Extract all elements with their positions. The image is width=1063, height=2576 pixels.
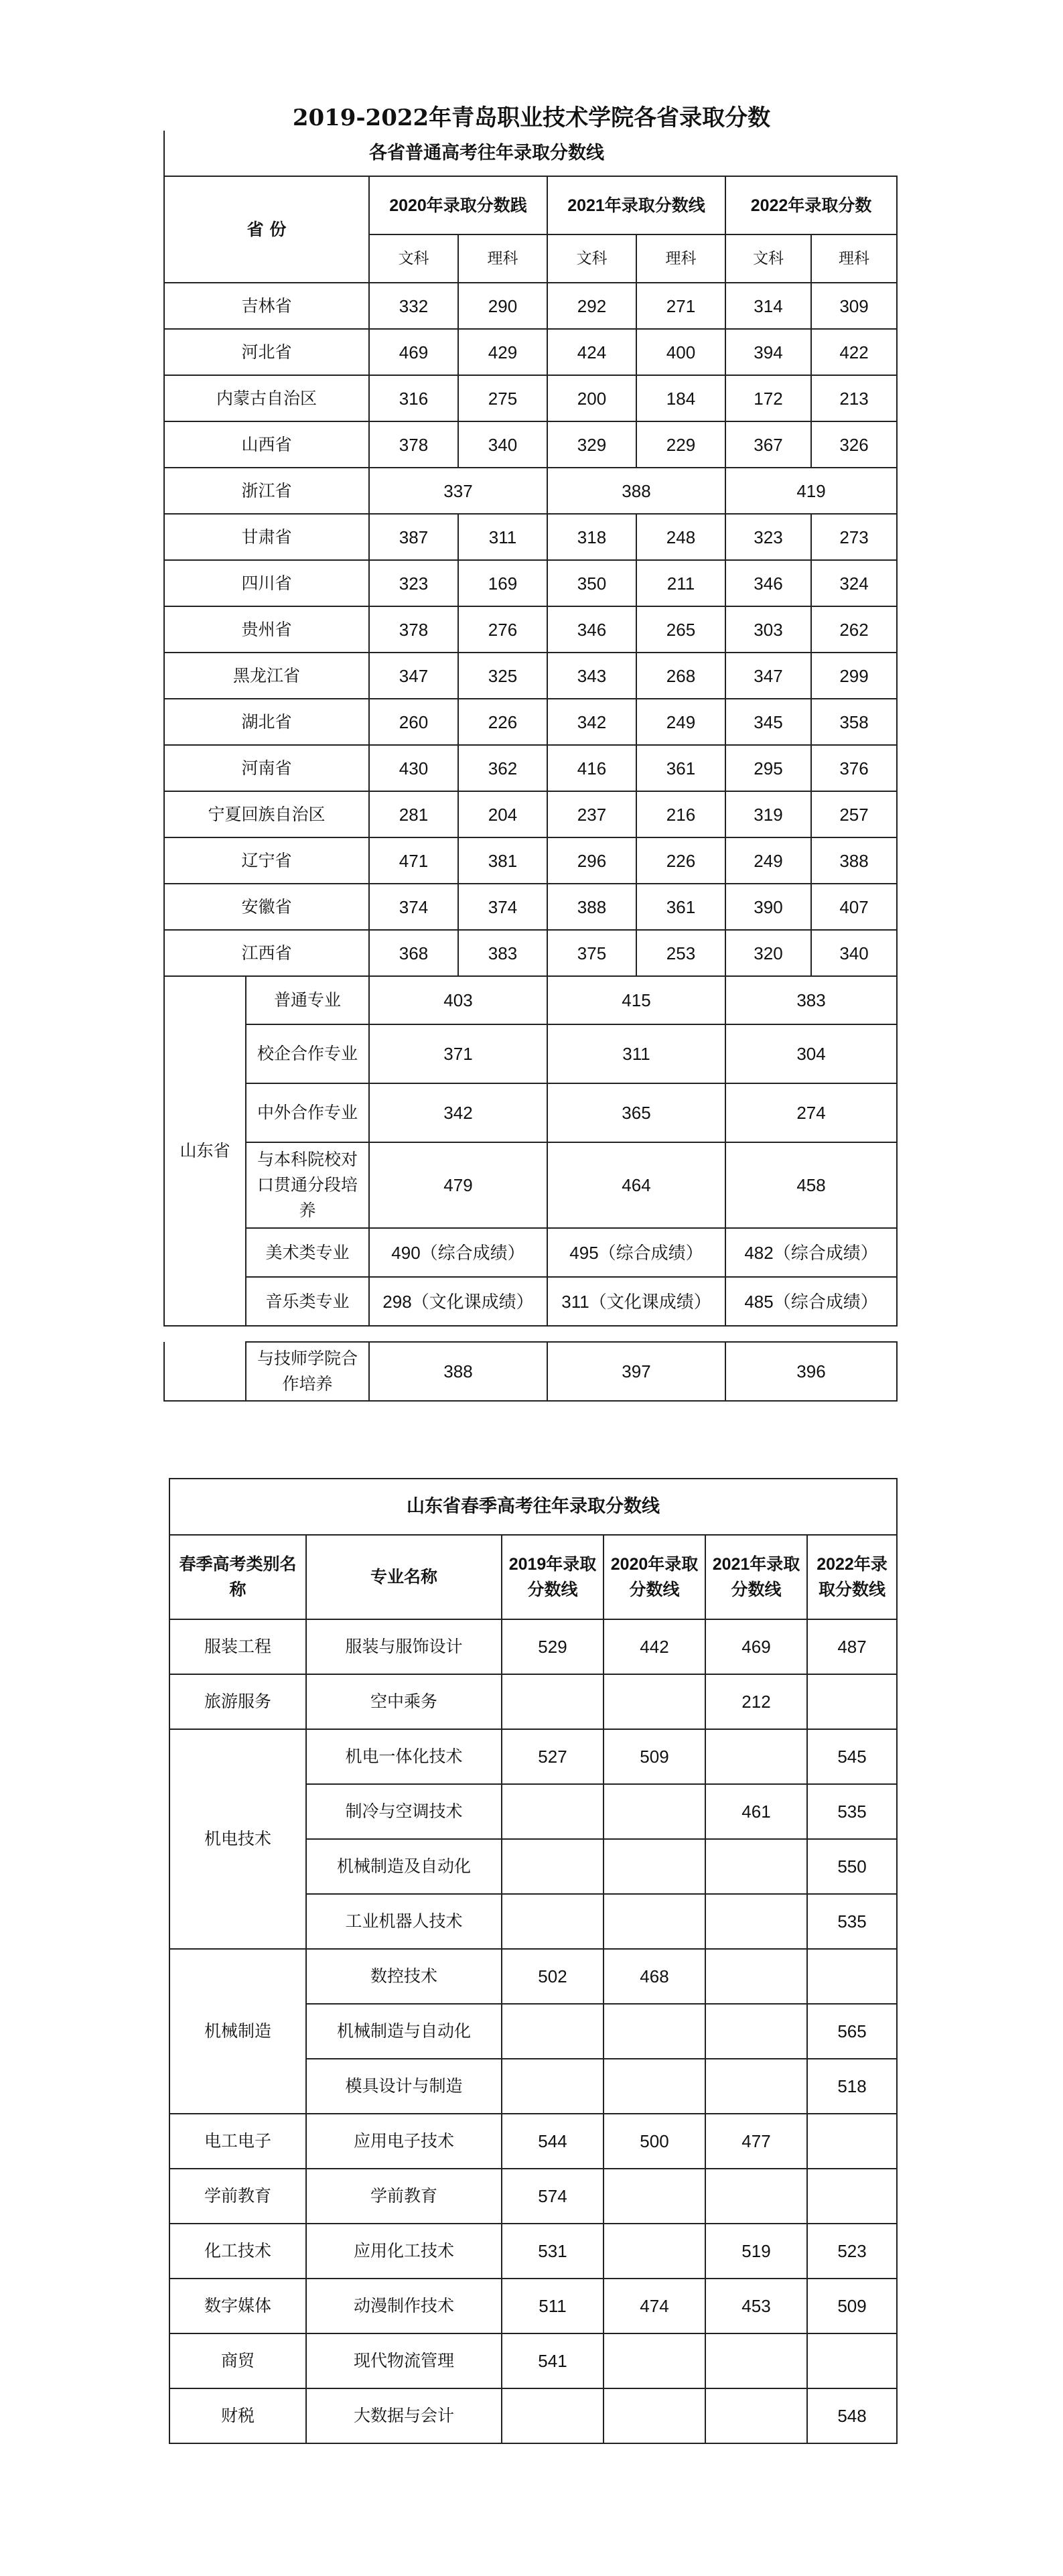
score-cell: 545	[807, 1729, 897, 1784]
major-cell: 数控技术	[306, 1949, 502, 2004]
major-cell: 应用电子技术	[306, 2114, 502, 2169]
score-cell	[604, 2388, 705, 2443]
score-cell: 346	[725, 560, 811, 606]
score-cell: 453	[705, 2279, 807, 2333]
score-cell: 345	[725, 699, 811, 745]
score-cell: 325	[458, 653, 547, 699]
score-cell	[604, 1839, 705, 1894]
score-cell: 172	[725, 375, 811, 421]
score-cell: 229	[636, 421, 725, 468]
category-cell: 学前教育	[169, 2169, 306, 2224]
document-title: 2019-2022年青岛职业技术学院各省录取分数	[292, 105, 771, 131]
score-cell: 275	[458, 375, 547, 421]
province-cell: 黑龙江省	[164, 653, 369, 699]
year-header: 2021年录取分数线	[547, 176, 725, 234]
score-cell: 388	[547, 468, 725, 514]
score-cell: 226	[636, 837, 725, 884]
province-cell: 宁夏回族自治区	[164, 791, 369, 837]
arts-header: 文科	[547, 234, 636, 283]
category-cell: 普通专业	[246, 976, 369, 1024]
score-cell: 469	[369, 329, 458, 375]
score-cell: 487	[807, 1619, 897, 1674]
score-cell	[705, 2059, 807, 2114]
table-row	[169, 2224, 897, 2279]
major-cell: 空中乘务	[306, 1674, 502, 1729]
score-cell: 314	[725, 283, 811, 329]
major-cell: 服装与服饰设计	[306, 1619, 502, 1674]
major-cell: 机电一体化技术	[306, 1729, 502, 1784]
table-row	[164, 976, 897, 1024]
score-cell: 265	[636, 606, 725, 653]
score-cell: 268	[636, 653, 725, 699]
score-cell: 347	[725, 653, 811, 699]
score-cell	[502, 1839, 604, 1894]
score-cell: 346	[547, 606, 636, 653]
province-cell: 内蒙古自治区	[164, 375, 369, 421]
score-cell: 468	[604, 1949, 705, 2004]
score-cell	[705, 1894, 807, 1949]
score-cell: 469	[705, 1619, 807, 1674]
score-cell: 541	[502, 2333, 604, 2388]
score-cell: 565	[807, 2004, 897, 2059]
score-cell: 479	[369, 1142, 547, 1228]
category-cell: 机械制造	[169, 1949, 306, 2114]
score-cell: 376	[811, 745, 897, 791]
major-cell: 大数据与会计	[306, 2388, 502, 2443]
major-cell: 机械制造与自动化	[306, 2004, 502, 2059]
score-cell: 509	[807, 2279, 897, 2333]
table-row	[164, 791, 897, 837]
score-cell: 424	[547, 329, 636, 375]
province-header: 省 份	[164, 176, 369, 283]
score-cell: 332	[369, 283, 458, 329]
score-cell: 343	[547, 653, 636, 699]
table-row	[164, 283, 897, 329]
score-cell: 474	[604, 2279, 705, 2333]
score-cell	[807, 1949, 897, 2004]
score-cell: 407	[811, 884, 897, 930]
major-cell: 现代物流管理	[306, 2333, 502, 2388]
score-cell: 340	[811, 930, 897, 976]
score-cell: 482（综合成绩）	[725, 1228, 897, 1277]
score-cell: 249	[725, 837, 811, 884]
score-cell: 422	[811, 329, 897, 375]
table-row	[164, 514, 897, 560]
province-table-head	[164, 131, 897, 283]
score-cell: 461	[705, 1784, 807, 1839]
score-cell: 295	[725, 745, 811, 791]
table-row	[164, 329, 897, 375]
score-cell: 226	[458, 699, 547, 745]
table-row	[169, 2388, 897, 2443]
score-cell: 248	[636, 514, 725, 560]
score-cell: 535	[807, 1894, 897, 1949]
score-cell: 550	[807, 1839, 897, 1894]
province-cell: 江西省	[164, 930, 369, 976]
major-cell: 工业机器人技术	[306, 1894, 502, 1949]
score-cell: 519	[705, 2224, 807, 2279]
score-cell: 249	[636, 699, 725, 745]
major-cell: 学前教育	[306, 2169, 502, 2224]
province-cell: 山西省	[164, 421, 369, 468]
score-cell	[705, 2169, 807, 2224]
score-cell: 184	[636, 375, 725, 421]
score-cell: 378	[369, 421, 458, 468]
score-cell	[604, 2004, 705, 2059]
score-cell: 485（综合成绩）	[725, 1277, 897, 1326]
score-cell: 529	[502, 1619, 604, 1674]
score-cell: 362	[458, 745, 547, 791]
category-cell: 数字媒体	[169, 2279, 306, 2333]
score-cell: 200	[547, 375, 636, 421]
score-cell: 311（文化课成绩）	[547, 1277, 725, 1326]
score-cell: 319	[725, 791, 811, 837]
score-cell: 429	[458, 329, 547, 375]
score-cell: 340	[458, 421, 547, 468]
score-cell: 361	[636, 884, 725, 930]
score-cell: 323	[725, 514, 811, 560]
score-cell	[604, 2333, 705, 2388]
province-cell: 辽宁省	[164, 837, 369, 884]
table-row	[164, 560, 897, 606]
score-cell: 303	[725, 606, 811, 653]
score-cell: 518	[807, 2059, 897, 2114]
score-cell: 390	[725, 884, 811, 930]
province-cell: 四川省	[164, 560, 369, 606]
score-cell: 388	[369, 1342, 547, 1401]
score-cell	[604, 1784, 705, 1839]
table-row	[164, 699, 897, 745]
score-cell: 531	[502, 2224, 604, 2279]
score-cell: 403	[369, 976, 547, 1024]
table-row	[164, 375, 897, 421]
category-cell: 服装工程	[169, 1619, 306, 1674]
score-cell: 329	[547, 421, 636, 468]
score-cell: 204	[458, 791, 547, 837]
score-cell: 253	[636, 930, 725, 976]
score-cell: 361	[636, 745, 725, 791]
score-cell: 257	[811, 791, 897, 837]
category-cell: 财税	[169, 2388, 306, 2443]
score-cell: 387	[369, 514, 458, 560]
column-header: 春季高考类别名称	[169, 1535, 306, 1619]
arts-header: 文科	[369, 234, 458, 283]
score-cell	[604, 1894, 705, 1949]
score-cell	[807, 2333, 897, 2388]
score-cell	[705, 1949, 807, 2004]
column-header: 2019年录取分数线	[502, 1535, 604, 1619]
arts-header: 文科	[725, 234, 811, 283]
score-cell	[807, 2169, 897, 2224]
score-cell	[502, 1674, 604, 1729]
score-cell: 375	[547, 930, 636, 976]
category-cell: 音乐类专业	[246, 1277, 369, 1326]
table-row	[169, 2114, 897, 2169]
technician-college-table	[163, 1341, 898, 1402]
score-cell: 430	[369, 745, 458, 791]
score-cell: 509	[604, 1729, 705, 1784]
score-cell: 323	[369, 560, 458, 606]
year-header: 2020年录取分数践	[369, 176, 547, 234]
table-row	[169, 1674, 897, 1729]
category-cell: 美术类专业	[246, 1228, 369, 1277]
score-cell: 458	[725, 1142, 897, 1228]
score-cell: 318	[547, 514, 636, 560]
score-cell: 490（综合成绩）	[369, 1228, 547, 1277]
score-cell: 500	[604, 2114, 705, 2169]
province-cell: 湖北省	[164, 699, 369, 745]
score-cell: 397	[547, 1342, 725, 1401]
category-cell: 机电技术	[169, 1729, 306, 1949]
table-row	[169, 1729, 897, 1784]
science-header: 理科	[458, 234, 547, 283]
score-cell: 383	[725, 976, 897, 1024]
province-score-table	[163, 131, 898, 1327]
category-cell: 旅游服务	[169, 1674, 306, 1729]
score-cell: 365	[547, 1083, 725, 1142]
score-cell: 304	[725, 1024, 897, 1083]
province-cell: 山东省	[164, 976, 246, 1326]
score-cell: 378	[369, 606, 458, 653]
score-cell: 347	[369, 653, 458, 699]
score-cell: 260	[369, 699, 458, 745]
score-cell: 337	[369, 468, 547, 514]
table-row	[164, 837, 897, 884]
score-cell	[502, 1784, 604, 1839]
score-cell: 523	[807, 2224, 897, 2279]
score-cell: 358	[811, 699, 897, 745]
table-row	[164, 745, 897, 791]
table-row	[164, 653, 897, 699]
score-cell	[502, 2059, 604, 2114]
science-header: 理科	[811, 234, 897, 283]
score-cell: 292	[547, 283, 636, 329]
table-row	[169, 1619, 897, 1674]
score-cell: 368	[369, 930, 458, 976]
score-cell: 400	[636, 329, 725, 375]
score-cell: 477	[705, 2114, 807, 2169]
table-row	[164, 1277, 897, 1326]
major-cell: 制冷与空调技术	[306, 1784, 502, 1839]
score-cell: 211	[636, 560, 725, 606]
column-header: 2021年录取分数线	[705, 1535, 807, 1619]
score-cell	[502, 2004, 604, 2059]
score-cell: 342	[369, 1083, 547, 1142]
province-cell: 浙江省	[164, 468, 369, 514]
score-cell	[604, 2224, 705, 2279]
column-header: 2022年录取分数线	[807, 1535, 897, 1619]
score-cell: 511	[502, 2279, 604, 2333]
score-cell: 383	[458, 930, 547, 976]
score-cell: 544	[502, 2114, 604, 2169]
score-cell: 464	[547, 1142, 725, 1228]
score-cell: 212	[705, 1674, 807, 1729]
score-cell: 276	[458, 606, 547, 653]
score-cell	[604, 2059, 705, 2114]
score-cell: 237	[547, 791, 636, 837]
score-cell: 273	[811, 514, 897, 560]
province-cell: 河南省	[164, 745, 369, 791]
score-cell: 350	[547, 560, 636, 606]
score-cell	[705, 2388, 807, 2443]
table-row	[164, 606, 897, 653]
score-cell: 388	[811, 837, 897, 884]
score-cell: 574	[502, 2169, 604, 2224]
table-row	[169, 2279, 897, 2333]
category-cell: 化工技术	[169, 2224, 306, 2279]
score-cell: 271	[636, 283, 725, 329]
table-row	[169, 2333, 897, 2388]
category-cell: 电工电子	[169, 2114, 306, 2169]
category-cell: 校企合作专业	[246, 1024, 369, 1083]
category-cell: 与技师学院合作培养	[246, 1342, 369, 1401]
score-cell: 309	[811, 283, 897, 329]
score-cell	[807, 2114, 897, 2169]
score-cell: 320	[725, 930, 811, 976]
spring-table-caption: 山东省春季高考往年录取分数线	[169, 1479, 897, 1535]
score-cell	[604, 2169, 705, 2224]
score-cell: 416	[547, 745, 636, 791]
province-table-caption: 各省普通高考往年录取分数线	[369, 131, 897, 176]
major-cell: 应用化工技术	[306, 2224, 502, 2279]
score-cell: 216	[636, 791, 725, 837]
score-cell: 324	[811, 560, 897, 606]
category-cell: 商贸	[169, 2333, 306, 2388]
province-cell: 安徽省	[164, 884, 369, 930]
score-cell	[502, 1894, 604, 1949]
table-row	[164, 1228, 897, 1277]
score-cell: 342	[547, 699, 636, 745]
province-cell: 吉林省	[164, 283, 369, 329]
score-cell: 396	[725, 1342, 897, 1401]
score-cell: 388	[547, 884, 636, 930]
score-cell: 281	[369, 791, 458, 837]
score-cell: 213	[811, 375, 897, 421]
score-cell: 495（综合成绩）	[547, 1228, 725, 1277]
table-row	[164, 1342, 897, 1401]
score-cell: 367	[725, 421, 811, 468]
table-row	[164, 884, 897, 930]
score-cell: 381	[458, 837, 547, 884]
column-header: 专业名称	[306, 1535, 502, 1619]
province-cell: 河北省	[164, 329, 369, 375]
table-row	[164, 1083, 897, 1142]
province-cell: 甘肃省	[164, 514, 369, 560]
score-cell: 535	[807, 1784, 897, 1839]
score-cell	[705, 2004, 807, 2059]
major-cell: 模具设计与制造	[306, 2059, 502, 2114]
science-header: 理科	[636, 234, 725, 283]
score-cell: 394	[725, 329, 811, 375]
spring-exam-table	[169, 1478, 898, 2444]
score-cell	[502, 2388, 604, 2443]
major-cell: 动漫制作技术	[306, 2279, 502, 2333]
score-cell: 527	[502, 1729, 604, 1784]
score-cell: 274	[725, 1083, 897, 1142]
category-cell: 与本科院校对口贯通分段培养	[246, 1142, 369, 1228]
score-cell: 311	[458, 514, 547, 560]
score-cell: 371	[369, 1024, 547, 1083]
score-cell	[705, 2333, 807, 2388]
table-row	[164, 930, 897, 976]
score-cell: 326	[811, 421, 897, 468]
table-row	[164, 1142, 897, 1228]
category-cell: 中外合作专业	[246, 1083, 369, 1142]
score-cell: 442	[604, 1619, 705, 1674]
score-cell: 374	[369, 884, 458, 930]
score-cell: 290	[458, 283, 547, 329]
table-row	[169, 2169, 897, 2224]
score-cell: 502	[502, 1949, 604, 2004]
score-cell: 262	[811, 606, 897, 653]
column-header: 2020年录取分数线	[604, 1535, 705, 1619]
score-cell	[604, 1674, 705, 1729]
score-cell: 419	[725, 468, 897, 514]
score-cell: 296	[547, 837, 636, 884]
score-cell: 298（文化课成绩）	[369, 1277, 547, 1326]
table-row	[164, 468, 897, 514]
table-row	[164, 421, 897, 468]
table-row	[164, 1024, 897, 1083]
province-cell: 贵州省	[164, 606, 369, 653]
score-cell: 471	[369, 837, 458, 884]
score-cell: 548	[807, 2388, 897, 2443]
score-cell	[705, 1729, 807, 1784]
score-cell: 311	[547, 1024, 725, 1083]
score-cell	[807, 1674, 897, 1729]
score-cell: 299	[811, 653, 897, 699]
score-cell: 169	[458, 560, 547, 606]
score-cell: 374	[458, 884, 547, 930]
score-cell: 415	[547, 976, 725, 1024]
table-row	[169, 1949, 897, 2004]
year-header: 2022年录取分数	[725, 176, 897, 234]
major-cell: 机械制造及自动化	[306, 1839, 502, 1894]
score-cell	[705, 1839, 807, 1894]
score-cell: 316	[369, 375, 458, 421]
